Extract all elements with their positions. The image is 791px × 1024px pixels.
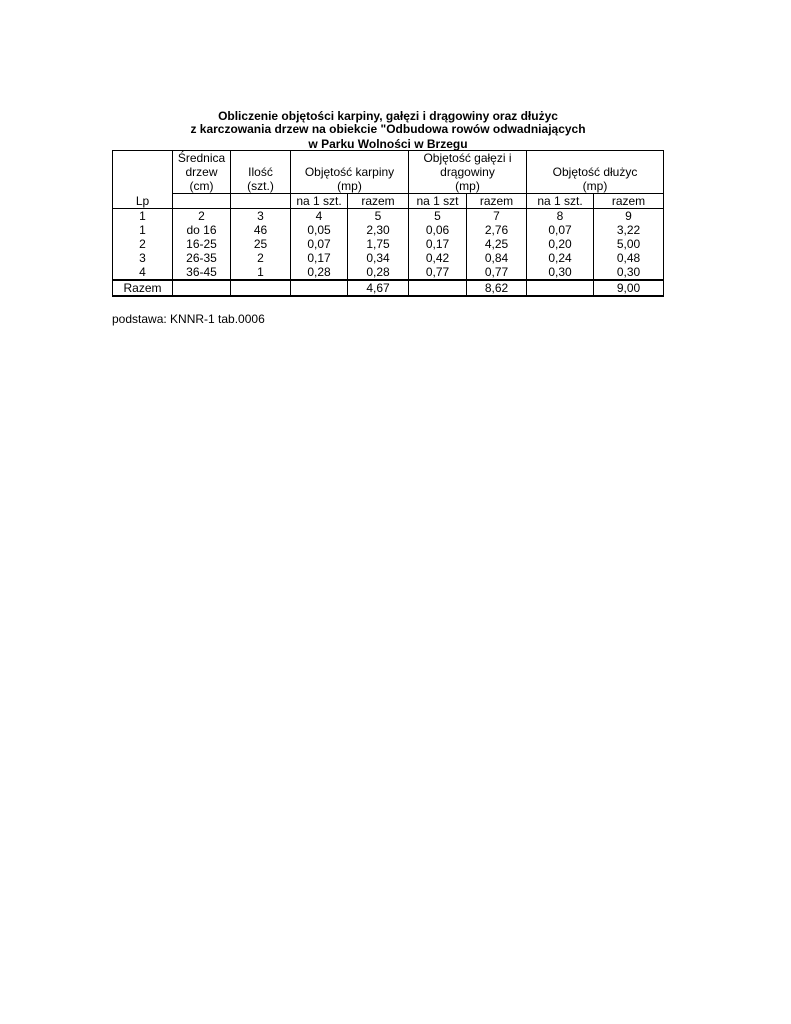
subheader-galezie-total: razem <box>467 194 527 209</box>
column-number: 9 <box>594 209 664 224</box>
cell-ilosc: 46 <box>231 223 291 237</box>
cell-lp: 2 <box>113 237 173 251</box>
cell-karpina-total: 2,30 <box>348 223 409 237</box>
column-number: 7 <box>467 209 527 224</box>
cell-dluzyce-per-unit: 0,20 <box>527 237 594 251</box>
total-karpina: 4,67 <box>348 280 409 296</box>
column-number: 4 <box>291 209 348 224</box>
subheader-galezie-per-unit: na 1 szt <box>409 194 467 209</box>
cell-galezie-total: 2,76 <box>467 223 527 237</box>
cell-galezie-per-unit: 0,06 <box>409 223 467 237</box>
volume-table <box>112 150 664 297</box>
cell-galezie-total: 0,77 <box>467 265 527 280</box>
subheader-empty <box>231 194 291 209</box>
subheader-karpina-per-unit: na 1 szt. <box>291 194 348 209</box>
cell-dluzyce-per-unit: 0,24 <box>527 251 594 265</box>
header-row <box>113 151 664 194</box>
cell-ilosc: 2 <box>231 251 291 265</box>
total-empty <box>527 280 594 296</box>
cell-dluzyce-per-unit: 0,30 <box>527 265 594 280</box>
table-row <box>113 251 664 265</box>
column-number: 5 <box>348 209 409 224</box>
cell-karpina-per-unit: 0,17 <box>291 251 348 265</box>
cell-karpina-per-unit: 0,28 <box>291 265 348 280</box>
subheader-dluzyce-total: razem <box>594 194 664 209</box>
column-number: 5 <box>409 209 467 224</box>
subheader-dluzyce-per-unit: na 1 szt. <box>527 194 594 209</box>
cell-srednica: 26-35 <box>173 251 231 265</box>
cell-srednica: 36-45 <box>173 265 231 280</box>
cell-karpina-per-unit: 0,07 <box>291 237 348 251</box>
cell-dluzyce-total: 5,00 <box>594 237 664 251</box>
cell-karpina-total: 0,34 <box>348 251 409 265</box>
total-row <box>113 280 664 296</box>
subheader-row <box>113 194 664 209</box>
header-dluzyce: Objętość dłużyc (mp) <box>527 151 664 194</box>
cell-dluzyce-total: 0,48 <box>594 251 664 265</box>
table-row <box>113 237 664 251</box>
total-empty <box>291 280 348 296</box>
table-row <box>113 223 664 237</box>
cell-lp: 4 <box>113 265 173 280</box>
document-title-line-2: z karczowania drzew na obiekcie "Odbudowa rowów odwadniających <box>190 122 586 136</box>
column-number: 1 <box>113 209 173 224</box>
header-galezie: Objętość gałęzi i drągowiny (mp) <box>409 151 527 194</box>
document-title-line-1: Obliczenie objętości karpiny, gałęzi i drągowiny oraz dłużyc <box>218 109 558 123</box>
cell-karpina-per-unit: 0,05 <box>291 223 348 237</box>
cell-srednica: 16-25 <box>173 237 231 251</box>
cell-srednica: do 16 <box>173 223 231 237</box>
header-srednica: Średnica drzew (cm) <box>173 151 231 194</box>
cell-galezie-total: 0,84 <box>467 251 527 265</box>
cell-galezie-per-unit: 0,77 <box>409 265 467 280</box>
cell-galezie-per-unit: 0,42 <box>409 251 467 265</box>
cell-ilosc: 1 <box>231 265 291 280</box>
total-dluzyce: 9,00 <box>594 280 664 296</box>
total-galezie: 8,62 <box>467 280 527 296</box>
cell-galezie-per-unit: 0,17 <box>409 237 467 251</box>
column-number: 8 <box>527 209 594 224</box>
cell-dluzyce-total: 3,22 <box>594 223 664 237</box>
table-row <box>113 265 664 280</box>
subheader-karpina-total: razem <box>348 194 409 209</box>
total-empty <box>409 280 467 296</box>
header-lp: Lp <box>113 151 173 209</box>
total-empty <box>231 280 291 296</box>
subheader-empty <box>173 194 231 209</box>
cell-lp: 3 <box>113 251 173 265</box>
footer-note: podstawa: KNNR-1 tab.0006 <box>112 312 265 326</box>
cell-lp: 1 <box>113 223 173 237</box>
cell-karpina-total: 1,75 <box>348 237 409 251</box>
header-karpina: Objętość karpiny (mp) <box>291 151 409 194</box>
total-label: Razem <box>113 280 173 296</box>
total-empty <box>173 280 231 296</box>
cell-galezie-total: 4,25 <box>467 237 527 251</box>
cell-karpina-total: 0,28 <box>348 265 409 280</box>
cell-ilosc: 25 <box>231 237 291 251</box>
header-ilosc: Ilość (szt.) <box>231 151 291 194</box>
column-number-row <box>113 209 664 224</box>
column-number: 2 <box>173 209 231 224</box>
cell-dluzyce-per-unit: 0,07 <box>527 223 594 237</box>
cell-dluzyce-total: 0,30 <box>594 265 664 280</box>
column-number: 3 <box>231 209 291 224</box>
document-title-line-3: w Parku Wolności w Brzegu <box>308 137 468 151</box>
